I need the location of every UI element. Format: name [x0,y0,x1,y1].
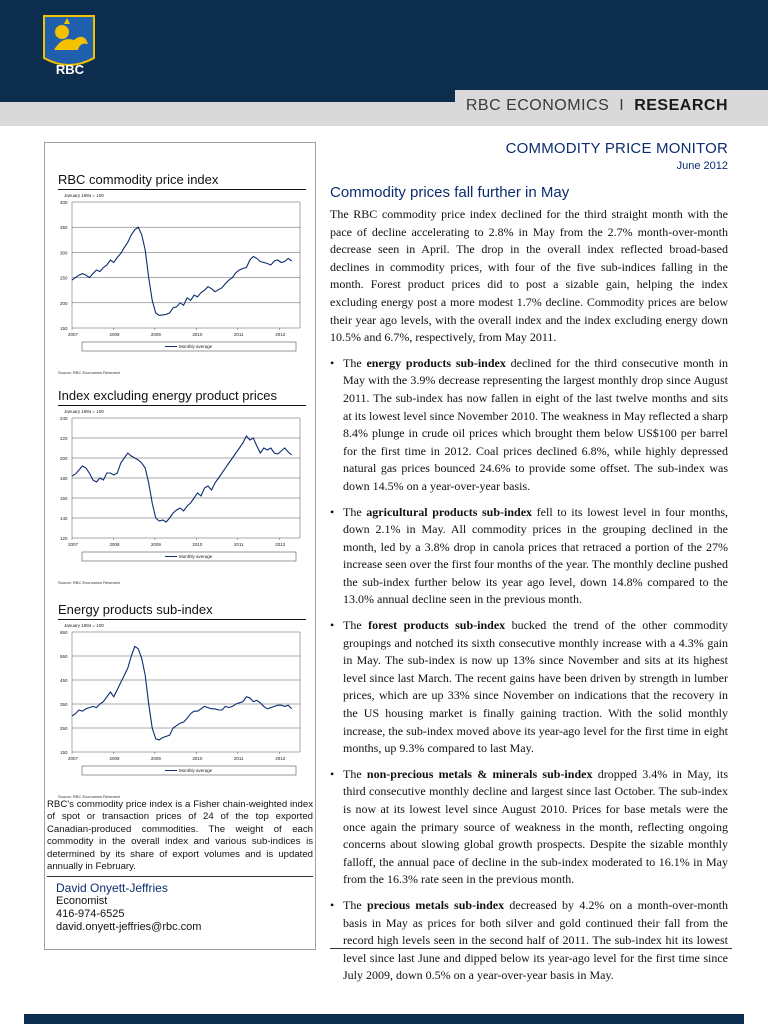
bullet-list [330,355,728,985]
article-headline: Commodity prices fall further in May [330,184,570,201]
y-tick-label: 200 [60,300,68,306]
author-email[interactable]: david.onyett-jeffries@rbc.com [56,921,202,933]
x-tick-label: 2008 [109,756,120,761]
y-tick-label: 160 [60,496,68,501]
list-item [330,897,728,985]
y-tick-label: 550 [60,654,68,659]
chart-source: Source: RBC Economics Research [58,370,121,375]
x-tick-label: 2012 [275,542,286,547]
y-tick-label: 150 [60,326,68,331]
author-phone: 416-974-6525 [56,908,125,920]
divider [47,876,313,877]
series-title-separator: I [619,97,625,114]
article-intro: The RBC commodity price index declined for the third straight month with the pace of decline accelerating to 2.8% in May from the 2.7% month-over-month decrease seen in April. The drop in the overall index reflected broad-based declines in commodity prices, with four of the five sub-indices falling in the month. Forest product prices did to post a sizable gain, helping the index excluding energy post a more modest 1.7% decline. Commodity prices are below their year ago levels, with the overall index and the index excluding energy down 10.5% and 6.7%, respectively, from May 2011. [330,207,728,345]
document-date: June 2012 [676,160,728,172]
bullet-text: fell to its lowest level in four months, down 2.1% in May. All commodity prices in the grouping declined in the month, led by a 3.8% drop in canola prices that retraced a portion of the 27% increase seen over the first four months of the year. The monthly decline pushed the sub-index further below its year ago level, down 14.8% compared to the 13.0% annual decline seen in the previous month. [343,504,729,607]
author-role: Economist [56,895,108,907]
x-tick-label: 2011 [233,756,244,761]
y-tick-label: 400 [60,200,68,205]
y-tick-label: 240 [60,416,68,421]
author-block [56,882,201,934]
x-tick-label: 2009 [150,756,161,761]
y-tick-label: 450 [60,678,68,683]
y-tick-label: 200 [60,456,68,461]
series-line [72,436,292,522]
bullet-text: declined for the third consecutive month in May with the 3.9% decrease representing the largest monthly drop since August 2011. The sub-index has now fallen in eight of the last twelve months and sits at its lowest level since November 2010. The weakness in May reflected a sharp 8.4% plunge in crude oil prices which brought them below US$100 per barrel for the first time in 2012. Coal prices declined 6.8%, while highly depressed natural gas prices bounced 24.6% to provide some offset. The sub-index was down 14.5% on a year-over-year basis. [343,355,729,493]
header-bar [0,0,768,102]
x-tick-label: 2009 [150,542,161,547]
y-tick-label: 650 [60,630,68,635]
x-tick-label: 2008 [109,332,120,337]
chart-plot [58,190,306,370]
legend-label: Monthly average [179,554,213,560]
chart-title: RBC commodity price index [58,172,306,190]
bullet-subject: energy products sub-index [366,355,506,370]
chart-commodity-index [58,172,306,375]
x-tick-label: 2010 [192,756,203,761]
y-tick-label: 350 [60,225,68,231]
y-tick-label: 300 [60,250,68,256]
chart-plot [58,406,306,580]
series-title-right: RESEARCH [634,97,728,114]
list-item [330,504,728,610]
bullet-lead: The [343,355,367,370]
chart-source: Source: RBC Economics Research [58,794,121,799]
series-line [72,646,292,740]
bullet-subject: non-precious metals & minerals sub-index [366,766,593,781]
legend-label: Monthly average [179,768,213,774]
chart-plot [58,620,306,794]
bullet-lead: The [343,618,369,633]
list-item [330,355,728,496]
x-tick-label: 2007 [68,542,79,547]
y-axis-unit: January 1994 = 100 [64,623,104,628]
bullet-subject: agricultural products sub-index [366,504,533,519]
bullet-text: dropped 3.4% in May, its third consecutive monthly decline and largest since last October. The sub-index is now at its lowest level since August 2010. Prices for base metals were the once again the primary source of weakness in the month, reflecting ongoing concerns about slowing global growth prospects. Despite the sizable monthly falloff, the annual pace of decline in the sub-index moderated to 16.1% in May from the 16.3% rate seen in the previous month. [343,766,728,887]
x-tick-label: 2011 [233,542,244,547]
bullet-lead: The [343,504,367,519]
x-tick-label: 2010 [192,542,203,547]
chart-energy-sub-index [58,602,306,799]
x-tick-label: 2007 [68,332,79,337]
y-tick-label: 180 [60,476,68,481]
bullet-lead: The [343,766,367,781]
document-title: COMMODITY PRICE MONITOR [505,140,728,157]
author-name: David Onyett-Jeffries [56,881,168,895]
bullet-text: bucked the trend of the other commodity groupings and notched its sixth consecutive monthly increase with a 4.3% gain in May. The sub-index is now up 13% since November and sits at its highest level since last March. The recent gains have been driven by strength in lumber prices, which are up 33% since November on indications that the recovery in the US housing market is finally gaining traction. With the solid monthly increase, the sub-index moved above its year-ago level for the first time in eight months, up 9.3% compared to last May. [343,618,728,756]
bullet-lead: The [343,897,367,912]
article-body [330,206,728,993]
x-tick-label: 2008 [109,542,120,547]
chart-excluding-energy [58,388,306,585]
x-tick-label: 2009 [150,332,161,337]
y-tick-label: 250 [60,726,68,731]
y-tick-label: 140 [60,516,68,521]
x-tick-label: 2010 [192,332,203,337]
y-axis-unit: January 1994 = 100 [64,193,104,198]
x-tick-label: 2012 [275,756,286,761]
chart-title: Energy products sub-index [58,602,306,620]
x-tick-label: 2012 [275,332,286,337]
footer-bar [24,1014,744,1024]
y-tick-label: 250 [60,275,68,281]
index-description: RBC's commodity price index is a Fisher chain-weighted index of spot or transaction prices of 24 of the top exported Canadian-produced commodities. The weight of each commodity in the overall index and various sub-indices is determined by its share of export volumes and is updated annually in February. [47,799,313,873]
y-tick-label: 220 [60,436,68,441]
logo-text: RBC [55,62,85,77]
divider [330,948,732,949]
x-tick-label: 2007 [68,756,79,761]
x-tick-label: 2011 [233,332,244,337]
y-axis-unit: January 1994 = 100 [64,409,104,414]
legend-label: Monthly average [179,344,213,350]
bullet-subject: forest products sub-index [368,618,506,633]
chart-source: Source: RBC Economics Research [58,580,121,585]
y-tick-label: 350 [60,702,68,707]
list-item [330,617,728,758]
series-line [72,227,292,315]
chart-title: Index excluding energy product prices [58,388,306,406]
series-title [466,97,728,115]
y-tick-label: 120 [60,536,68,541]
series-title-left: RBC ECONOMICS [465,97,610,114]
bullet-subject: precious metals sub-index [366,897,505,912]
y-tick-label: 150 [60,750,68,755]
section-band-accent [0,90,455,102]
bullet-text: decreased by 4.2% on a month-over-month basis in May as prices for both silver and gold continued their fall from the record high levels seen in the second half of 2011. The sub-index hit its lowest level since last June and dipped below its year-ago level for the first time since July 2009, down 0.5% on a year-over-year basis in May. [343,897,729,983]
list-item [330,766,728,889]
